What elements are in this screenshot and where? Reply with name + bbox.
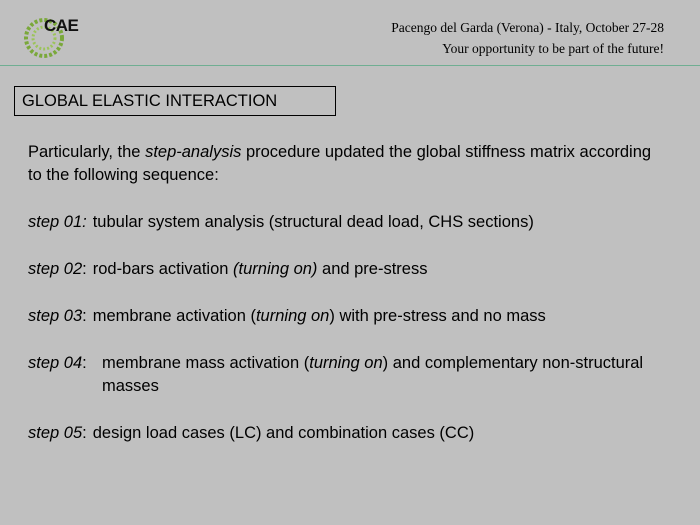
step-text bbox=[93, 305, 668, 328]
header-divider bbox=[0, 65, 700, 66]
step-label bbox=[28, 258, 87, 281]
step-label-text: step 02 bbox=[28, 260, 83, 278]
step-text bbox=[93, 258, 668, 281]
step-text bbox=[102, 352, 668, 398]
step-label bbox=[28, 352, 96, 398]
step-emphasis: turning on bbox=[309, 354, 383, 372]
step-text-a: membrane activation ( bbox=[92, 307, 256, 325]
step-label-text: step 04 bbox=[28, 354, 83, 372]
step-text: tubular system analysis (structural dead load, CHS sections) bbox=[92, 213, 534, 231]
event-header bbox=[391, 17, 664, 59]
step-text: design load cases (LC) and combination cases (CC) bbox=[92, 424, 475, 442]
intro-paragraph bbox=[28, 141, 668, 187]
step-colon: : bbox=[82, 424, 87, 442]
step-colon: : bbox=[82, 260, 87, 278]
step-emphasis: turning on bbox=[255, 307, 330, 325]
step-colon: : bbox=[82, 307, 87, 325]
step-colon: : bbox=[82, 354, 87, 372]
slide-title: GLOBAL ELASTIC INTERACTION bbox=[14, 86, 336, 116]
step-item bbox=[28, 352, 668, 398]
intro-emphasis: step-analysis bbox=[145, 143, 242, 161]
step-text-b: ) and complementary non-structural masses bbox=[102, 354, 644, 395]
step-item bbox=[28, 258, 668, 281]
logo-text: CAE bbox=[44, 16, 79, 35]
event-tagline: Your opportunity to be part of the future! bbox=[442, 41, 664, 56]
step-text-a: rod-bars activation bbox=[92, 260, 234, 278]
step-text-b: and pre-stress bbox=[317, 260, 428, 278]
slide-content bbox=[28, 141, 668, 469]
step-item bbox=[28, 211, 668, 234]
step-label-text: step 03 bbox=[28, 307, 83, 325]
step-text-b: ) with pre-stress and no mass bbox=[329, 307, 546, 325]
step-text-a: membrane mass activation ( bbox=[102, 354, 310, 372]
intro-text-b: procedure updated the global stiffness matrix according to the following sequence: bbox=[28, 143, 652, 184]
step-item bbox=[28, 422, 668, 445]
step-emphasis: (turning on) bbox=[233, 260, 318, 278]
step-label bbox=[28, 305, 87, 328]
event-location-date: Pacengo del Garda (Verona) - Italy, October 27-28 bbox=[391, 20, 664, 35]
step-label bbox=[28, 422, 87, 445]
step-label-text: step 05 bbox=[28, 424, 83, 442]
step-item bbox=[28, 305, 668, 328]
intro-text-a: Particularly, the bbox=[28, 143, 146, 161]
step-label: step 01: bbox=[28, 213, 87, 231]
